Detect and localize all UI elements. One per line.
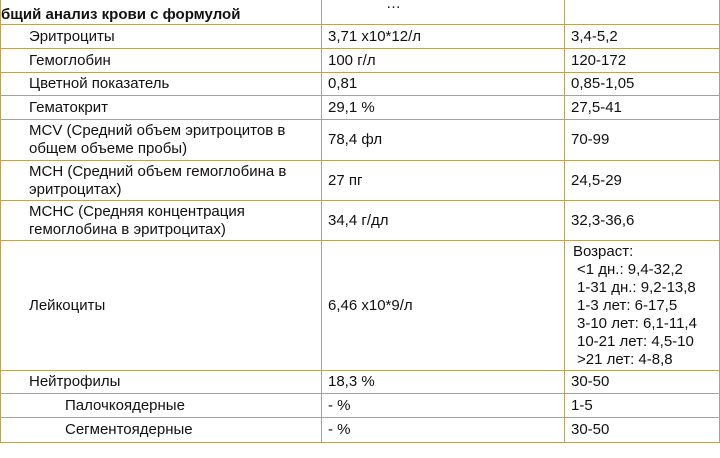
section-header-row [1, 0, 720, 25]
row-value: - % [322, 418, 565, 443]
table-row-leukocytes [1, 241, 720, 371]
row-ref: 120-172 [565, 49, 720, 73]
row-name: MCH (Средний объем гемоглобина в эритроцитах) [1, 161, 322, 201]
row-ref: 3,4-5,2 [565, 25, 720, 49]
section-header-ref-cell [565, 0, 720, 25]
row-ref-list [565, 241, 720, 371]
table-row-color-index [1, 73, 720, 96]
row-value: 100 г/л [322, 49, 565, 73]
row-ref: 27,5-41 [565, 96, 720, 120]
table-row-hemoglobin [1, 49, 720, 73]
row-name: MCHC (Средняя концентрация гемоглобина в эритроцитах) [1, 201, 322, 241]
row-name: Цветной показатель [1, 73, 322, 96]
row-value: - % [322, 394, 565, 418]
row-value: 18,3 % [322, 371, 565, 394]
row-ref: 0,85-1,05 [565, 73, 720, 96]
row-value: 78,4 фл [322, 120, 565, 161]
cut-off-text: … [386, 0, 401, 12]
row-value: 34,4 г/дл [322, 201, 565, 241]
row-ref: 32,3-36,6 [565, 201, 720, 241]
ref-line: <1 дн.: 9,4-32,2 [577, 260, 683, 278]
row-name: Гематокрит [1, 96, 322, 120]
table-row-mcv [1, 120, 720, 161]
ref-line: >21 лет: 4-8,8 [577, 350, 673, 368]
row-ref: 70-99 [565, 120, 720, 161]
row-name: Лейкоциты [1, 241, 322, 371]
table-row-segmented-neutrophils [1, 418, 720, 443]
row-value: 29,1 % [322, 96, 565, 120]
section-title: бщий анализ крови с формулой [1, 0, 322, 25]
table-row-hematocrit [1, 96, 720, 120]
row-value: 27 пг [322, 161, 565, 201]
ref-line: 1-3 лет: 6-17,5 [577, 296, 678, 314]
table-row-mchc [1, 201, 720, 241]
ref-line: 3-10 лет: 6,1-11,4 [577, 314, 697, 332]
row-ref: 1-5 [565, 394, 720, 418]
row-ref: 30-50 [565, 418, 720, 443]
row-name: Палочкоядерные [1, 394, 322, 418]
row-name: Сегментоядерные [1, 418, 322, 443]
table-row-neutrophils [1, 371, 720, 394]
table-row-erythrocytes [1, 25, 720, 49]
row-name: MCV (Средний объем эритроцитов в общем объеме пробы) [1, 120, 322, 161]
row-name: Эритроциты [1, 25, 322, 49]
row-value: 0,81 [322, 73, 565, 96]
table-row-mch [1, 161, 720, 201]
row-ref: 30-50 [565, 371, 720, 394]
ref-line: 1-31 дн.: 9,2-13,8 [577, 278, 696, 296]
table-row-band-neutrophils [1, 394, 720, 418]
row-name: Гемоглобин [1, 49, 322, 73]
row-ref: 24,5-29 [565, 161, 720, 201]
section-header-value-cell [322, 0, 565, 25]
row-value: 3,71 х10*12/л [322, 25, 565, 49]
ref-line: Возраст: [573, 242, 634, 260]
row-name: Нейтрофилы [1, 371, 322, 394]
ref-line: 10-21 лет: 4,5-10 [577, 332, 694, 350]
row-value: 6,46 х10*9/л [322, 241, 565, 371]
